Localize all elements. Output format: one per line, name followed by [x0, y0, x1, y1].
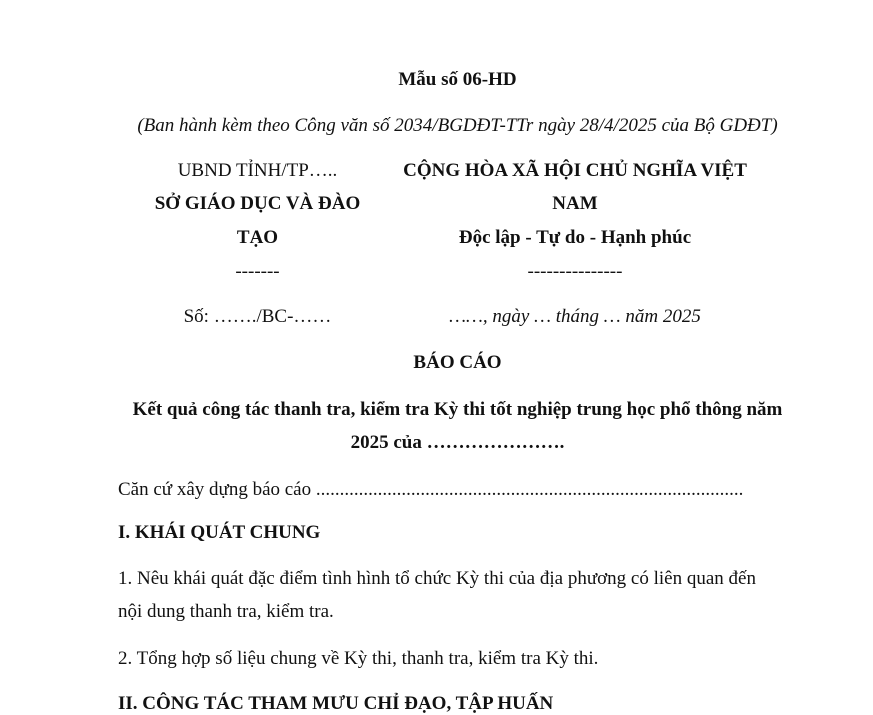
item-1-1-line2: nội dung thanh tra, kiểm tra. [118, 601, 334, 622]
date-line: ……, ngày … tháng … năm 2025 [449, 306, 701, 327]
report-title-line1: Kết quả công tác thanh tra, kiểm tra Kỳ thi tốt nghiệp trung học phổ thông năm [132, 399, 783, 420]
section-1-heading: I. KHÁI QUÁT CHUNG [118, 522, 321, 543]
item-1-2: 2. Tổng hợp số liệu chung về Kỳ thi, thanh tra, kiểm tra Kỳ thi. [118, 648, 599, 669]
report-type-heading: BÁO CÁO [413, 352, 502, 373]
nation-name-line1: CỘNG HÒA XÃ HỘI CHỦ NGHĨA VIỆT [403, 160, 747, 181]
nation-divider: --------------- [527, 261, 623, 282]
agency-name-line1: SỞ GIÁO DỤC VÀ ĐÀO [154, 193, 361, 214]
item-1-1-line1: 1. Nêu khái quát đặc điểm tình hình tổ chức Kỳ thi của địa phương có liên quan đến [118, 568, 756, 589]
agency-parent: UBND TỈNH/TP….. [177, 160, 338, 181]
report-title-line2: 2025 của …………………. [350, 432, 565, 453]
national-motto: Độc lập - Tự do - Hạnh phúc [458, 227, 692, 248]
issued-note: (Ban hành kèm theo Công văn số 2034/BGDĐT-TTr ngày 28/4/2025 của Bộ GDĐT) [137, 115, 778, 136]
agency-divider: ------- [235, 261, 280, 282]
nation-name-line2: NAM [552, 193, 598, 214]
section-2-heading: II. CÔNG TÁC THAM MƯU CHỈ ĐẠO, TẬP HUẤN [118, 693, 554, 714]
doc-number: Số: ……./BC-…… [183, 306, 332, 327]
agency-name-line2: TẠO [236, 227, 279, 248]
basis-line: Căn cứ xây dựng báo cáo .......................................................................................... [118, 479, 744, 500]
form-number: Mẫu số 06-HD [398, 69, 517, 90]
